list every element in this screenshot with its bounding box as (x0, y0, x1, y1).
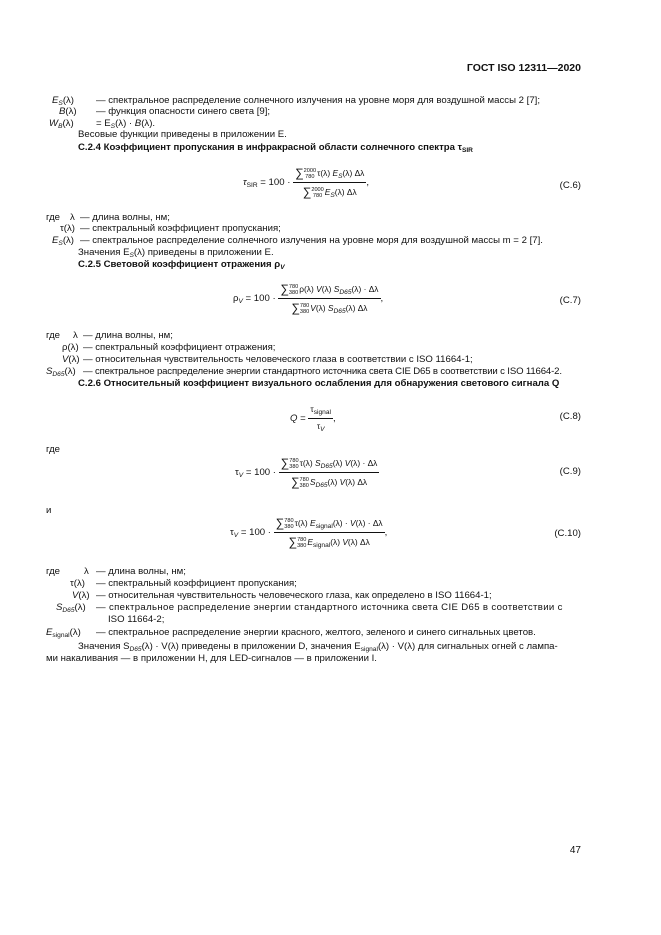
def-es2-symbol: $E_S(\lambda)$ (52, 235, 74, 247)
def-lambda3-text: — длина волны, нм; (96, 566, 186, 577)
and-label: и (46, 505, 52, 516)
where-label-c7: где (46, 330, 61, 341)
equation-c10-number: (С.10) (554, 528, 581, 539)
def-lambda2-symbol: λ (73, 330, 78, 341)
def-es2-text: — спектральное распределение солнечного излучения на уровне моря для воздушной массы m = 2 [7]. (80, 235, 543, 246)
def-lambda-symbol: λ (70, 212, 75, 223)
equation-c8: Q = $\frac{\tau_{signal}}{\tau_V}$ , (290, 404, 336, 433)
def-esignal-text: — спектральное распределение энергии красного, желтого, зеленого и синего сигнальных цветов. (96, 627, 536, 638)
section-c26-heading: С.2.6 Относительный коэффициент визуального ослабления для обнаружения светового сигнала Q (78, 378, 560, 389)
def-tau-symbol: τ(λ) (60, 223, 75, 234)
def-rho-symbol: ρ(λ) (62, 342, 79, 353)
final-note-line2: ми накаливания — в приложении Н, для LED-сигналов — в приложении I. (46, 653, 377, 664)
def-esignal-symbol: $E_{signal}(\lambda)$ (46, 627, 81, 639)
where-label-c8: где (46, 444, 61, 455)
def-lambda-text: — длина волны, нм; (80, 212, 170, 223)
equation-c7-number: (С.7) (559, 295, 581, 306)
equation-c7: $\rho_V = 100$ · ∑ 780 380 ρ(λ) V(λ) $S_{D65}(\lambda) \cdot \Delta\lambda$ ∑ 780 380 V(λ) $S_{D65}(\lambda)$ Δλ , (233, 282, 384, 315)
standard-header: ГОСТ ISO 12311—2020 (466, 62, 581, 74)
where-label-c10: где (46, 566, 61, 577)
def-sd65-text: — спектральное распределение энергии стандартного источника света CIE D65 в соответствии с ISO 11664-2. (83, 366, 562, 377)
def-v-symbol: V(λ) (62, 354, 80, 365)
where-label-c6: где (46, 212, 61, 223)
def-tau-text: — спектральный коэффициент пропускания; (80, 223, 281, 234)
weights-note: Весовые функции приведены в приложении Е. (78, 129, 287, 140)
equation-c8-number: (С.8) (559, 411, 581, 422)
def-sd65-3-symbol: $S_{D65}(\lambda)$ (56, 602, 86, 614)
def-tau3-text: — спектральный коэффициент пропускания; (96, 578, 297, 589)
def-rho-text: — спектральный коэффициент отражения; (83, 342, 276, 353)
def-wb-text: = $E_S(\lambda) \cdot B(\lambda)$. (96, 118, 156, 130)
equation-c10: $\tau_V = 100$ · ∑ 780 380 τ(λ) $E_{signal}(\lambda) \cdot V(\lambda) \cdot \Delta\lambda$ ∑ 780 380 $E_{signal}(\lambda)$ V(λ) Δλ , (230, 516, 388, 549)
final-note-line1: Значения $S_{D65}(\lambda) \cdot V(\lambda)$ приведены в приложении D, значения $E_{signal}(\lambda) \cdot V(\lambda)$ для сигнальных огней с лампа- (78, 641, 558, 653)
def-lambda2-text: — длина волны, нм; (83, 330, 173, 341)
def-es-symbol: $E_S(\lambda)$ (52, 95, 74, 107)
def-lambda3-symbol: λ (84, 566, 89, 577)
section-c24-heading: С.2.4 Коэффициент пропускания в инфракрасной области солнечного спектра $\tau_{SIR}$ (78, 142, 473, 154)
def-es-text: — спектральное распределение солнечного излучения на уровне моря для воздушной массы 2 [7]; (96, 95, 540, 106)
def-b-symbol: B(λ) (59, 106, 77, 117)
def-v3-text: — относительная чувствительность человеческого глаза, как определено в ISO 11664-1; (96, 590, 492, 601)
def-sd65-3-text-cont: ISO 11664-2; (108, 614, 165, 625)
def-sd65-3-text: — спектральное распределение энергии стандартного источника света CIE D65 в соответствии с (96, 602, 563, 613)
def-sd65-symbol: $S_{D65}(\lambda)$ (46, 366, 76, 378)
def-v3-symbol: V(λ) (72, 590, 90, 601)
equation-c9: $\tau_V = 100$ · ∑ 780 380 τ(λ) $S_{D65}(\lambda) V(\lambda) \cdot \Delta\lambda$ ∑ 780 380 $S_{D65}(\lambda)$ V(λ) Δλ (235, 456, 378, 489)
page-number: 47 (569, 845, 581, 856)
def-tau3-symbol: τ(λ) (70, 578, 85, 589)
equation-c6-number: (С.6) (559, 180, 581, 191)
def-wb-symbol: $W_B(\lambda)$ (49, 118, 74, 130)
equation-c9-number: (С.9) (559, 466, 581, 477)
def-b-text: — функция опасности синего света [9]; (96, 106, 271, 117)
section-c25-heading: С.2.5 Световой коэффициент отражения $\rho_V$ (78, 259, 285, 271)
es-values-note: Значения $E_S(\lambda)$ приведены в приложении Е. (78, 247, 274, 259)
equation-c6: $\tau_{SIR} = 100$ · ∑ 2000 780 τ(λ) $E_S(\lambda)$ Δλ ∑ 2000 780 $E_S(\lambda)$ Δλ , (243, 166, 370, 199)
def-v-text: — относительная чувствительность человеческого глаза в соответствии с ISO 11664-1; (83, 354, 473, 365)
